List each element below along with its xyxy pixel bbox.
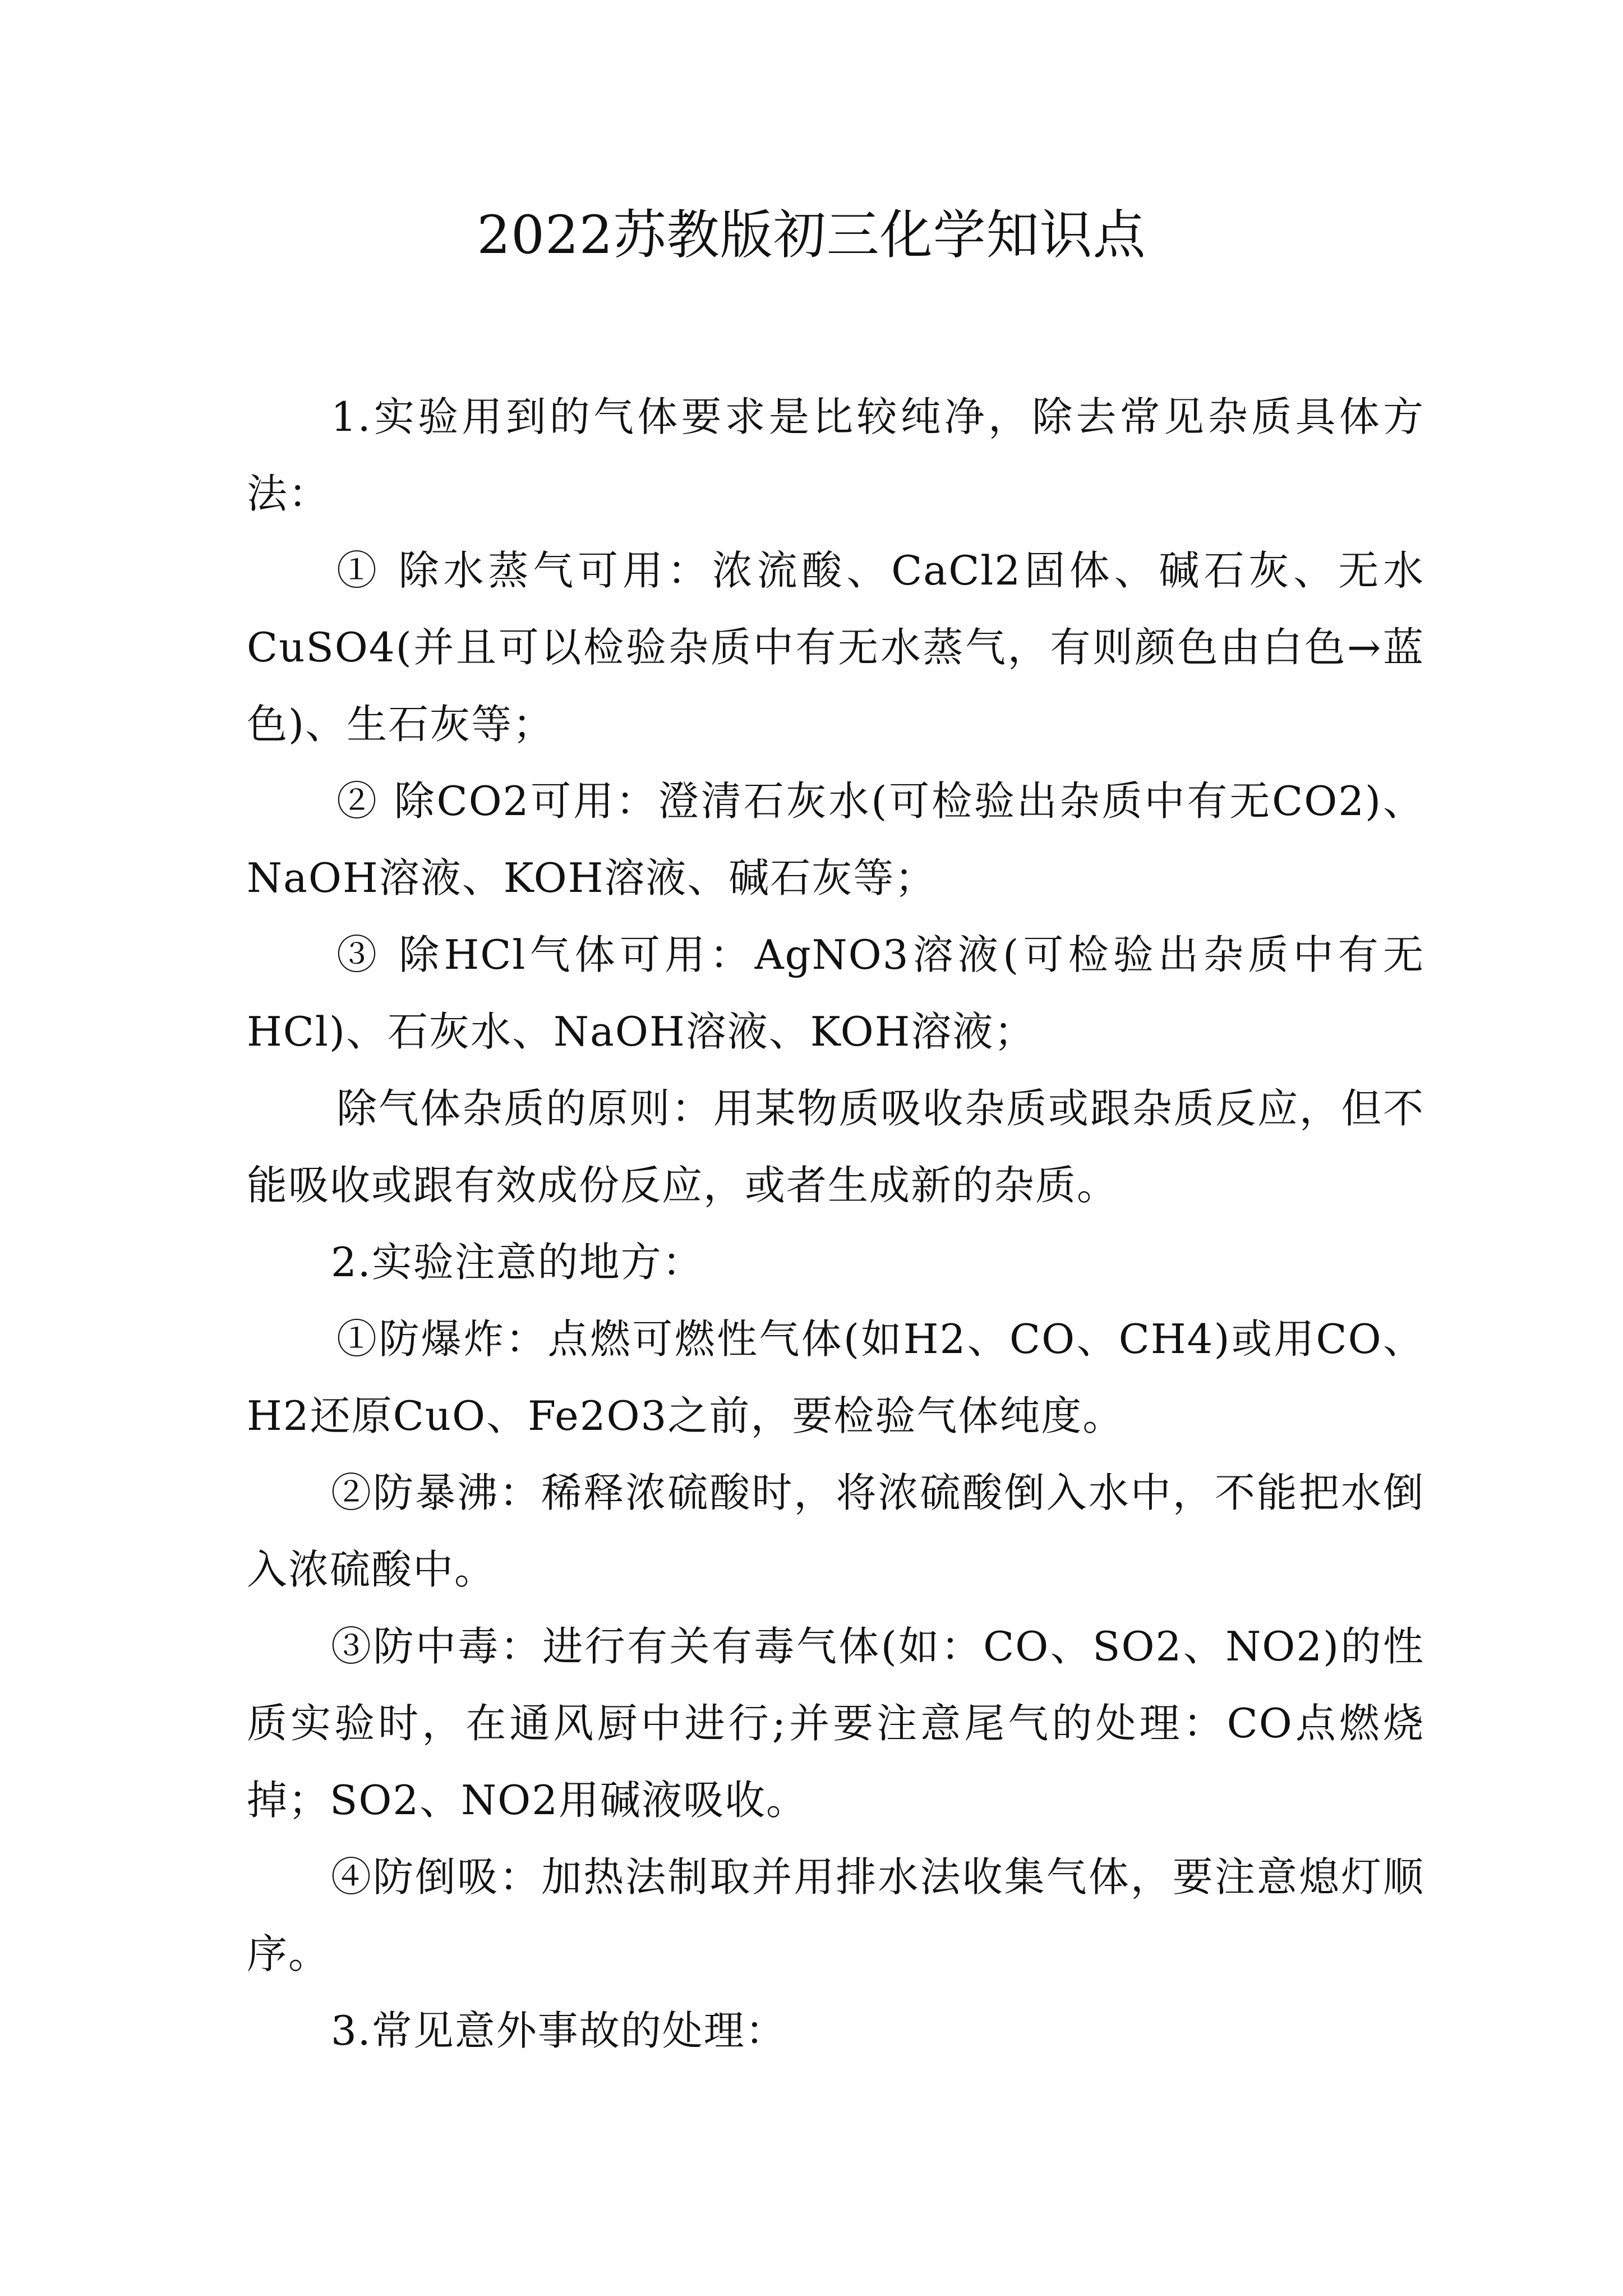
paragraph-section-2-heading: 2.实验注意的地方： xyxy=(331,1239,704,1286)
paragraph-removal-principle: 除气体杂质的原则：用某物质吸收杂质或跟杂质反应，但不能吸收或跟有效成份反应，或者生成新的杂质。 xyxy=(247,1085,1424,1209)
document-body xyxy=(247,379,1424,2069)
paragraph-prevent-explosion: ①防爆炸：点燃可燃性气体(如H2、CO、CH4)或用CO、H2还原CuO、Fe2O3之前，要检验气体纯度。 xyxy=(247,1315,1424,1439)
paragraph-section-3-heading: 3.常见意外事故的处理： xyxy=(331,2007,787,2054)
paragraph-remove-hcl: ③ 除HCl气体可用：AgNO3溶液(可检验出杂质中有无HCl)、石灰水、NaOH溶液、KOH溶液； xyxy=(247,931,1424,1055)
paragraph-prevent-suck-back: ④防倒吸：加热法制取并用排水法收集气体，要注意熄灯顺序。 xyxy=(247,1853,1424,1977)
paragraph-section-1-heading: 1.实验用到的气体要求是比较纯净，除去常见杂质具体方法： xyxy=(247,393,1424,517)
paragraph-remove-co2: ② 除CO2可用：澄清石灰水(可检验出杂质中有无CO2)、NaOH溶液、KOH溶液、碱石灰等； xyxy=(247,777,1424,901)
paragraph-prevent-bumping: ②防暴沸：稀释浓硫酸时，将浓硫酸倒入水中，不能把水倒入浓硫酸中。 xyxy=(247,1469,1424,1593)
paragraph-prevent-poisoning: ③防中毒：进行有关有毒气体(如：CO、SO2、NO2)的性质实验时，在通风厨中进行;并要注意尾气的处理：CO点燃烧掉；SO2、NO2用碱液吸收。 xyxy=(247,1623,1424,1824)
page-title: 2022苏教版初三化学知识点 xyxy=(477,205,1146,266)
paragraph-remove-water-vapor: ① 除水蒸气可用：浓流酸、CaCl2固体、碱石灰、无水CuSO4(并且可以检验杂质中有无水蒸气，有则颜色由白色→蓝色)、生石灰等； xyxy=(247,547,1424,748)
